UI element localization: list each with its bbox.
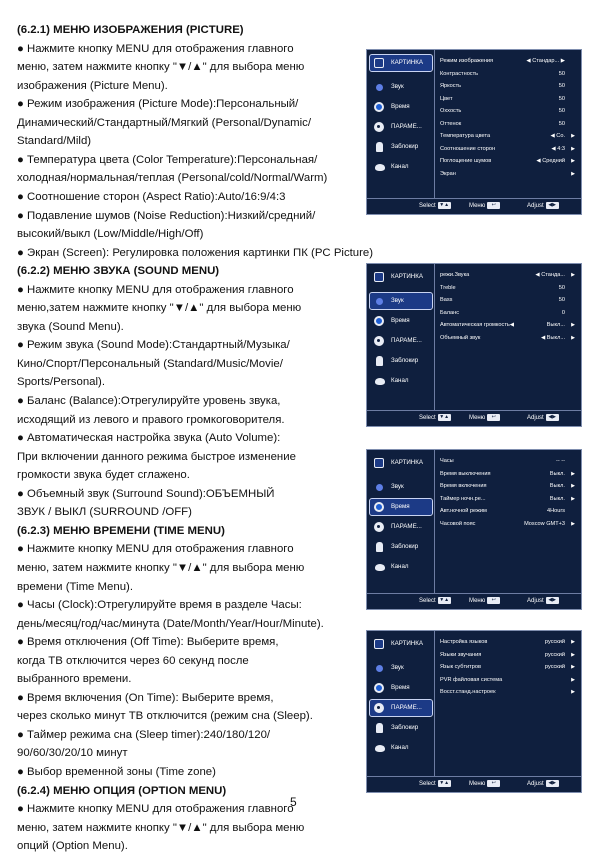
setting-name: Оттенок <box>440 120 462 127</box>
osd-menu-panel <box>366 630 582 793</box>
clock-icon <box>374 102 384 112</box>
select-hint-label: Select <box>419 203 436 209</box>
options-icon <box>374 122 384 132</box>
text-line: ● Температура цвета (Color Temperature):Персональная/ <box>17 153 318 166</box>
adjust-hint-label: Adjust <box>527 415 544 421</box>
channel-icon <box>375 378 385 385</box>
sound-icon <box>376 84 383 91</box>
menu-hint-label: Меню <box>469 598 486 604</box>
osd-sidebar-label: ПАРАМЕ... <box>391 704 422 711</box>
osd-sidebar <box>367 450 435 594</box>
setting-value: русский <box>544 639 565 645</box>
text-line: меню, затем нажмите кнопку "▼/▲" для выбора меню <box>17 561 305 574</box>
text-line: меню, затем нажмите кнопку "▼/▲" для выбора меню <box>17 821 305 834</box>
select-hint-label: Select <box>419 415 436 421</box>
chevron-right-icon: ▶ <box>571 520 575 527</box>
select-hint-label: Select <box>419 781 436 787</box>
clock-icon <box>374 316 384 326</box>
osd-setting-row[interactable] <box>440 81 577 92</box>
setting-value: ◀ Станда... <box>535 272 565 278</box>
section-heading: (6.2.4) МЕНЮ ОПЦИЯ (OPTION MENU) <box>17 784 227 797</box>
setting-name: Восст.станд.настроек <box>440 689 496 695</box>
adjust-hint-label: Adjust <box>527 203 544 209</box>
text-line: через сколько минут ТВ отключится (режим сна (Sleep). <box>17 710 313 723</box>
chevron-right-icon: ▶ <box>571 495 575 502</box>
chevron-right-icon: ▶ <box>571 483 575 489</box>
setting-name: Цвет <box>440 95 453 102</box>
lock-icon <box>376 356 383 366</box>
adjust-hint-key-icon: ◀▶ <box>546 202 559 209</box>
section-heading: (6.2.1) МЕНЮ ИЗОБРАЖЕНИЯ (PICTURE) <box>17 24 244 36</box>
setting-value: 0 <box>561 309 565 316</box>
menu-hint-key-icon: ↩ <box>487 414 500 421</box>
page-number: 5 <box>290 795 297 809</box>
setting-name: режи.Звука <box>440 272 470 278</box>
text-line: Sports/Personal). <box>17 376 105 389</box>
setting-name: Языки звучания <box>440 651 482 658</box>
osd-setting-row[interactable] <box>440 650 577 661</box>
chevron-right-icon: ▶ <box>571 664 575 670</box>
osd-sidebar-item[interactable] <box>370 700 432 716</box>
osd-sidebar-item[interactable] <box>370 499 432 515</box>
osd-sidebar-item[interactable] <box>370 293 432 309</box>
setting-value: 50 <box>558 70 565 77</box>
select-hint-key-icon: ▼▲ <box>439 413 450 420</box>
osd-sidebar-item[interactable] <box>370 313 432 329</box>
osd-menu-panel <box>366 263 582 427</box>
text-line: холодная/нормальная/теплая (Personal/cold/Normal/Warm) <box>17 172 328 185</box>
osd-setting-row[interactable] <box>440 270 577 281</box>
osd-sidebar-item[interactable] <box>370 55 432 71</box>
osd-sidebar-item[interactable] <box>370 539 432 555</box>
text-line: Standard/Mild) <box>17 135 92 148</box>
chevron-right-icon: ▶ <box>571 676 575 683</box>
osd-sidebar-label: Заблокир <box>391 724 419 731</box>
osd-sidebar-item[interactable] <box>370 636 432 652</box>
text-line: Динамический/Стандартный/Мягкий (Personal/Dynamic/ <box>17 116 312 129</box>
setting-name: Время выключения <box>440 470 491 477</box>
text-line: ● Экран (Screen): Регулировка положения картинки ПК (PC Picture) <box>17 246 374 259</box>
chevron-right-icon: ▶ <box>571 133 575 139</box>
setting-value: Moscow GMT+3 <box>524 520 565 527</box>
text-line: когда ТВ отключится через 60 секунд после <box>17 654 249 667</box>
text-line: звука (Sound Menu). <box>17 320 124 333</box>
setting-name: Время включения <box>440 483 487 489</box>
setting-value: ◀ Средний <box>536 158 565 164</box>
text-line: ● Автоматическая настройка звука (Auto Volume): <box>17 432 281 445</box>
clock-icon <box>374 683 384 693</box>
osd-sidebar-item[interactable] <box>370 119 432 135</box>
menu-hint <box>469 594 500 609</box>
osd-footer <box>367 410 581 426</box>
setting-value: ◀ Выкл... <box>540 334 565 341</box>
text-line: ● Таймер режима сна (Sleep timer):240/180/120/ <box>17 728 271 741</box>
osd-sidebar-label: Заблокир <box>391 143 419 150</box>
setting-name: Bass <box>440 297 453 303</box>
adjust-hint-key-icon: ◀▶ <box>546 780 559 787</box>
setting-name: Контрастность <box>440 70 479 77</box>
adjust-hint-key-icon: ◀▶ <box>546 597 559 604</box>
osd-menu-panel <box>366 49 582 215</box>
select-hint <box>419 594 451 609</box>
setting-value: 4Hours <box>546 508 565 514</box>
osd-sidebar <box>367 631 435 777</box>
menu-hint <box>469 199 500 214</box>
section-heading: (6.2.3) МЕНЮ ВРЕМЕНИ (TIME MENU) <box>17 524 225 537</box>
osd-setting-row[interactable] <box>440 675 577 686</box>
select-hint-key-icon: ▼▲ <box>439 596 450 603</box>
osd-sidebar-item[interactable] <box>370 660 432 676</box>
setting-name: Автоматическая громкость◀ <box>440 322 515 328</box>
text-line: ● Баланс (Balance):Отрегулируйте уровень звука, <box>17 395 281 407</box>
text-line: меню,затем нажмите кнопку "▼/▲" для выбора меню <box>17 302 302 315</box>
setting-value: ◀ Стандар... ▶ <box>526 58 565 64</box>
osd-sidebar-label: ПАРАМЕ... <box>391 337 422 344</box>
osd-sidebar-label: КАРТИНКА <box>391 459 424 466</box>
menu-hint-label: Меню <box>469 781 486 787</box>
text-line: ЗВУК / ВЫКЛ (SURROUND /OFF) <box>17 506 192 519</box>
picture-icon <box>374 458 384 468</box>
text-line: ● Нажмите кнопку MENU для отображения главного <box>17 42 294 55</box>
adjust-hint <box>527 411 559 426</box>
chevron-right-icon: ▶ <box>571 651 575 658</box>
setting-value: 50 <box>558 108 565 114</box>
setting-value: 50 <box>558 120 565 127</box>
osd-setting-row[interactable] <box>440 519 577 530</box>
setting-value: 50 <box>558 83 565 89</box>
chevron-right-icon: ▶ <box>571 170 575 177</box>
clock-icon <box>374 502 384 512</box>
osd-sidebar-label: Звук <box>391 483 404 490</box>
sound-icon <box>376 484 383 491</box>
osd-sidebar-label: Звук <box>391 83 404 90</box>
select-hint-label: Select <box>419 598 436 604</box>
osd-sidebar-label: Канал <box>391 163 409 170</box>
select-hint <box>419 411 451 426</box>
text-line: ● Соотношение сторон (Aspect Ratio):Auto/16:9/4:3 <box>17 190 286 203</box>
osd-sidebar-label: Канал <box>391 377 409 384</box>
setting-value: Выкл. <box>549 495 565 502</box>
osd-setting-row[interactable] <box>440 131 577 142</box>
osd-sidebar-label: Заблокир <box>391 543 419 550</box>
setting-value: Выкл. <box>549 483 565 489</box>
text-line: При включении данного режима быстрое изменение <box>17 450 296 463</box>
osd-footer <box>367 198 581 214</box>
osd-sidebar-item[interactable] <box>370 455 432 471</box>
select-hint <box>419 777 451 792</box>
setting-value: 50 <box>558 95 565 102</box>
adjust-hint-key-icon: ◀▶ <box>546 414 559 421</box>
osd-sidebar-label: КАРТИНКА <box>391 59 424 66</box>
text-line: день/месяц/год/час/минута (Date/Month/Year/Hour/Minute). <box>17 617 324 630</box>
chevron-right-icon: ▶ <box>571 334 575 341</box>
picture-icon <box>374 639 384 649</box>
osd-sidebar-item[interactable] <box>370 519 432 535</box>
osd-setting-row[interactable] <box>440 469 577 480</box>
lock-icon <box>376 142 383 152</box>
osd-sidebar-item[interactable] <box>370 333 432 349</box>
osd-setting-row[interactable] <box>440 506 577 517</box>
osd-sidebar-label: ПАРАМЕ... <box>391 123 422 130</box>
picture-icon <box>374 272 384 282</box>
setting-name: Таймер ночн.ре... <box>440 495 486 502</box>
osd-sidebar-item[interactable] <box>370 559 432 575</box>
osd-setting-row[interactable] <box>440 156 577 167</box>
text-line: ● Часы (Clock):Отрегулируйте время в разделе Часы: <box>17 599 302 612</box>
osd-sidebar-item[interactable] <box>370 479 432 495</box>
osd-setting-row[interactable] <box>440 687 577 698</box>
osd-sidebar-label: КАРТИНКА <box>391 273 424 280</box>
osd-sidebar-item[interactable] <box>370 373 432 389</box>
osd-sidebar-item[interactable] <box>370 740 432 756</box>
text-line: Кино/Спорт/Персональный (Standard/Music/Movie/ <box>17 357 283 370</box>
select-hint-key-icon: ▼▲ <box>439 779 450 786</box>
setting-name: Часовой пояс <box>440 520 476 527</box>
osd-setting-row[interactable] <box>440 320 577 331</box>
setting-value: ◀ Со. <box>550 133 565 139</box>
adjust-hint <box>527 199 559 214</box>
osd-sidebar-item[interactable] <box>370 720 432 736</box>
osd-sidebar-label: Звук <box>391 664 404 671</box>
osd-sidebar-label: Заблокир <box>391 357 419 364</box>
menu-hint-key-icon: ↩ <box>487 597 500 604</box>
osd-sidebar-item[interactable] <box>370 139 432 155</box>
setting-value: ◀ 4:3 <box>551 145 565 152</box>
text-line: выбранного времени. <box>17 673 132 686</box>
osd-sidebar-label: Время <box>391 684 410 691</box>
chevron-right-icon: ▶ <box>571 158 575 164</box>
menu-hint-label: Меню <box>469 415 486 421</box>
osd-setting-row[interactable] <box>440 169 577 180</box>
setting-name: Часы <box>440 458 454 464</box>
lock-icon <box>376 723 383 733</box>
osd-sidebar-label: Канал <box>391 563 409 570</box>
setting-name: Язык субтитров <box>440 664 481 670</box>
text-line: времени (Time Menu). <box>17 580 134 593</box>
setting-value: Выкл. <box>549 470 565 477</box>
osd-sidebar-label: КАРТИНКА <box>391 640 424 647</box>
text-line: опций (Option Menu). <box>17 840 128 853</box>
setting-name: Настройка языков <box>440 639 488 645</box>
adjust-hint-label: Adjust <box>527 781 544 787</box>
osd-sidebar-label: ПАРАМЕ... <box>391 523 422 530</box>
setting-value: Выкл... <box>546 322 565 328</box>
osd-setting-row[interactable] <box>440 481 577 492</box>
text-line: ● Выбор временной зоны (Time zone) <box>17 766 216 778</box>
osd-setting-row[interactable] <box>440 494 577 505</box>
text-line: ● Время отключения (Off Time): Выберите время, <box>17 636 279 649</box>
adjust-hint <box>527 777 559 792</box>
setting-value: русский <box>544 664 565 670</box>
osd-setting-row[interactable] <box>440 69 577 80</box>
osd-sidebar-item[interactable] <box>370 159 432 175</box>
options-icon <box>374 703 384 713</box>
setting-name: Баланс <box>440 309 460 316</box>
lock-icon <box>376 542 383 552</box>
text-line: ● Время включения (On Time): Выберите время, <box>17 691 274 704</box>
select-hint <box>419 199 451 214</box>
menu-hint-key-icon: ↩ <box>487 780 500 787</box>
text-line: ● Подавление шумов (Noise Reduction):Низкий/средний/ <box>17 209 316 222</box>
text-line: ● Нажмите кнопку MENU для отображения главного <box>17 803 294 816</box>
text-line: изображения (Picture Menu). <box>17 79 168 92</box>
osd-sidebar-label: Время <box>391 103 410 110</box>
setting-value: 50 <box>558 297 565 303</box>
osd-sidebar-item[interactable] <box>370 99 432 115</box>
chevron-right-icon: ▶ <box>571 689 575 695</box>
osd-setting-row[interactable] <box>440 295 577 306</box>
setting-value: 50 <box>558 284 565 291</box>
osd-sidebar-label: Звук <box>391 297 404 304</box>
text-line: 90/60/30/20/10 минут <box>17 747 128 760</box>
options-icon <box>374 522 384 532</box>
text-line: высокий/выкл (Low/Middle/High/Off) <box>17 228 204 241</box>
menu-hint <box>469 411 500 426</box>
chevron-right-icon: ▶ <box>571 322 575 328</box>
osd-setting-row[interactable] <box>440 333 577 344</box>
chevron-right-icon: ▶ <box>571 470 575 477</box>
setting-name: Treble <box>440 284 456 291</box>
setting-value: -- -- <box>555 458 565 464</box>
menu-hint-label: Меню <box>469 203 486 209</box>
osd-sidebar-label: Время <box>391 503 410 510</box>
picture-icon <box>374 58 384 68</box>
osd-setting-row[interactable] <box>440 637 577 648</box>
setting-value: русский <box>544 651 565 658</box>
channel-icon <box>375 564 385 571</box>
osd-setting-row[interactable] <box>440 94 577 105</box>
setting-name: Режим изображения <box>440 58 494 64</box>
text-line: ● Режим изображения (Picture Mode):Персональный/ <box>17 98 299 111</box>
setting-name: PVR файловая система <box>440 676 503 683</box>
osd-setting-row[interactable] <box>440 119 577 130</box>
osd-menu-panel <box>366 449 582 610</box>
channel-icon <box>375 745 385 752</box>
setting-name: Яркость <box>440 83 462 89</box>
setting-name: Экран <box>440 170 456 177</box>
osd-sidebar-label: Канал <box>391 744 409 751</box>
menu-hint-key-icon: ↩ <box>487 202 500 209</box>
select-hint-key-icon: ▼▲ <box>439 201 450 208</box>
chevron-right-icon: ▶ <box>571 272 575 278</box>
text-line: ● Режим звука (Sound Mode):Стандартный/Музыка/ <box>17 339 290 352</box>
options-icon <box>374 336 384 346</box>
text-line: громкости звука будет сглажено. <box>17 469 190 482</box>
osd-sidebar <box>367 264 435 411</box>
osd-sidebar-item[interactable] <box>370 353 432 369</box>
setting-name: Поглощение шумов <box>440 158 492 164</box>
chevron-right-icon: ▶ <box>571 639 575 645</box>
osd-setting-row[interactable] <box>440 56 577 67</box>
menu-hint <box>469 777 500 792</box>
osd-sidebar-item[interactable] <box>370 680 432 696</box>
osd-footer <box>367 593 581 609</box>
osd-sidebar <box>367 50 435 199</box>
osd-setting-row[interactable] <box>440 456 577 467</box>
osd-setting-row[interactable] <box>440 144 577 155</box>
setting-name: Температура цвета <box>440 133 491 139</box>
text-line: ● Нажмите кнопку MENU для отображения главного <box>17 543 294 556</box>
osd-setting-row[interactable] <box>440 106 577 117</box>
setting-name: Авт.ночной режим <box>440 508 487 514</box>
text-line: ● Нажмите кнопку MENU для отображения главного <box>17 283 294 296</box>
adjust-hint <box>527 594 559 609</box>
osd-sidebar-label: Время <box>391 317 410 324</box>
osd-setting-row[interactable] <box>440 662 577 673</box>
channel-icon <box>375 164 385 171</box>
setting-name: Соотношение сторон <box>440 145 496 152</box>
text-line: ● Объемный звук (Surround Sound):ОБЪЕМНЫЙ <box>17 487 275 500</box>
sound-icon <box>376 665 383 672</box>
osd-setting-row[interactable] <box>440 308 577 319</box>
osd-sidebar-item[interactable] <box>370 269 432 285</box>
chevron-right-icon: ▶ <box>571 145 575 152</box>
osd-footer <box>367 776 581 792</box>
section-heading: (6.2.2) МЕНЮ ЗВУКА (SOUND MENU) <box>17 265 220 278</box>
text-line: меню, затем нажмите кнопку "▼/▲" для выбора меню <box>17 61 305 74</box>
osd-sidebar-item[interactable] <box>370 79 432 95</box>
setting-name: Объемный звук <box>440 334 481 341</box>
text-line: исходящий из левого и правого громкоговорителя. <box>17 413 285 426</box>
sound-icon <box>376 298 383 305</box>
adjust-hint-label: Adjust <box>527 598 544 604</box>
osd-setting-row[interactable] <box>440 283 577 294</box>
setting-name: Оxxость <box>440 108 462 114</box>
